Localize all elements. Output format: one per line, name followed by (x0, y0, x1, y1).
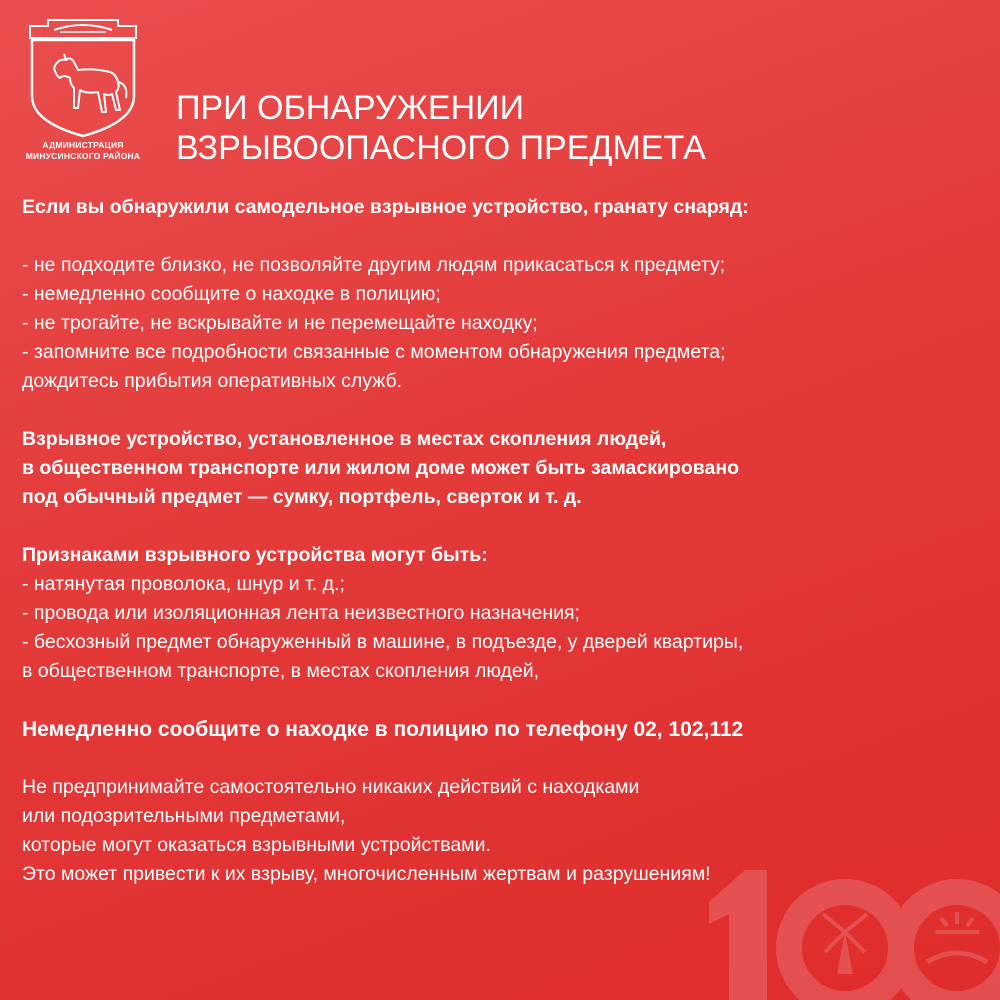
section2-line: Взрывное устройство, установленное в местах скопления людей, (22, 428, 667, 450)
section1-heading: Если вы обнаружили самодельное взрывное устройство, гранату снаряд: (22, 196, 749, 218)
closing-line: или подозрительными предметами, (22, 805, 346, 827)
police-phone-notice: Немедленно сообщите о находке в полицию по телефону 02, 102,112 (22, 718, 744, 741)
section1-item: дождитесь прибытия оперативных служб. (22, 370, 403, 392)
spacer (22, 686, 982, 715)
section3-item: - натянутая проволока, шнур и т. д.; (22, 573, 345, 595)
crest-caption-line1: АДМИНИСТРАЦИЯ (42, 140, 124, 150)
section1-item: - немедленно сообщите о находке в полицию; (22, 283, 441, 305)
crest-caption (20, 140, 146, 162)
crest-caption-line2: МИНУСИНСКОГО РАЙОНА (25, 151, 141, 161)
section1-item: - запомните все подробности связанные с моментом обнаружения предмета; (22, 341, 726, 363)
anniversary-100-emblem-icon (705, 862, 1000, 1000)
horse-crest-icon (24, 18, 142, 140)
section3-heading: Признаками взрывного устройства могут быть: (22, 544, 488, 566)
page-title (176, 88, 976, 168)
page-title-line1: ПРИ ОБНАРУЖЕНИИ (176, 89, 525, 127)
page-title-line2: ВЗРЫВООПАСНОГО ПРЕДМЕТА (176, 129, 706, 167)
section3-item: - провода или изоляционная лента неизвестного назначения; (22, 602, 580, 624)
section2-line: в общественном транспорте или жилом доме может быть замаскировано (22, 457, 740, 479)
spacer (22, 744, 982, 773)
closing-line: Это может привести к их взрыву, многочисленным жертвам и разрушениям! (22, 863, 711, 885)
spacer (22, 396, 982, 425)
instructions-body (22, 193, 982, 889)
closing-line: Не предпринимайте самостоятельно никаких действий с находками (22, 776, 640, 798)
closing-line: которые могут оказаться взрывными устройствами. (22, 834, 491, 856)
section3-item: в общественном транспорте, в местах скопления людей, (22, 660, 540, 682)
section2-line: под обычный предмет — сумку, портфель, сверток и т. д. (22, 486, 582, 508)
district-crest-logo (20, 18, 146, 168)
section1-item: - не трогайте, не вскрывайте и не перемещайте находку; (22, 312, 538, 334)
section1-item: - не подходите близко, не позволяйте другим людям прикасаться к предмету; (22, 254, 726, 276)
spacer (22, 512, 982, 541)
section3-item: - бесхозный предмет обнаруженный в машине, в подъезде, у дверей квартиры, (22, 631, 744, 653)
spacer (22, 222, 982, 251)
